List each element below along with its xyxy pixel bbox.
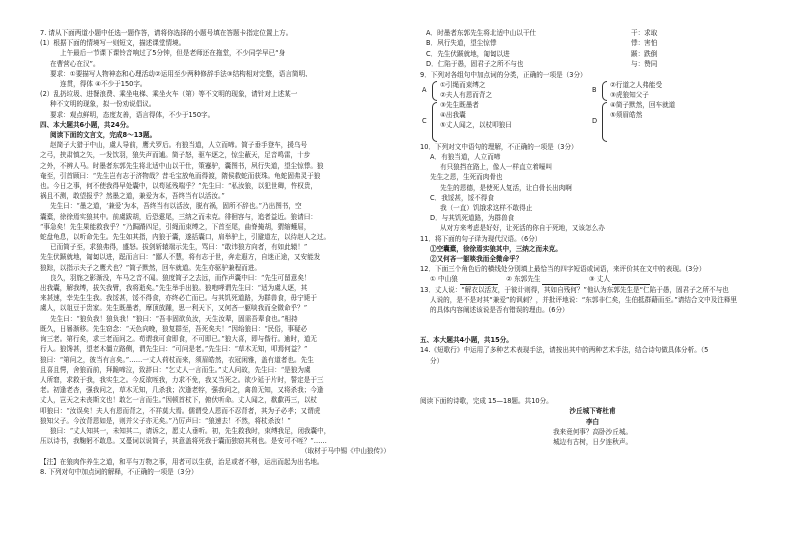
q10-option: 先生之恩，生死而肉骨也	[430, 173, 503, 182]
q8-stem: 8. 下列对句中加点词的解释，不正确的一项是（3分）	[40, 467, 198, 476]
section-4-heading: 四、本大题共6小题，共24分。	[40, 120, 133, 129]
q14-stem-2: 分）	[430, 356, 444, 365]
q8-option-text: D．仁陷于愚，固君子之所不与也	[426, 60, 524, 69]
reading-intro: 阅读下面的文言文，完成8～13题。	[50, 131, 157, 140]
passage-line: 奄至，引首顾曰：“先生岂有志于济物哉？昔毛宝放龟而得渡，隋侯救蛇而获珠。龟蛇固弗灵于狼	[40, 171, 321, 180]
passage-line: 询三老。第行矣，求三老而问之。苟谓我可食即食，不可即已。”狼大喜，即与偕行。逾时，道无	[40, 335, 318, 344]
q9-label-b: B	[592, 85, 597, 94]
q7-option-1-text-2: 在曹营心在汉”。	[50, 59, 100, 68]
passage-line: 狼知父子。今汝背恩如是，则并父子亦无矣。”乃厉声曰：“狼速去！不然，将杖杀汝！”	[40, 416, 291, 425]
passage-line: 之外，不辨人马。时墨者东郭先生将北适中山以干仕，策蹇驴，囊图书，夙行失道，望尘惊悸。狼	[40, 161, 324, 170]
q7-option-2: (2）乱扔垃圾、进餐浪费、乘坐电梯、乘坐火车（第）等不文明的现象，请针对上述某一	[40, 90, 298, 99]
passage-note: 【注】在狼肉作养生之道，和平与万物之事，用者可以生获，治足或者不够，运出而起为出名地。	[40, 457, 324, 466]
q9-label-d: D	[592, 116, 598, 125]
q9-stem: 9．下列对各组句中加点词的分类，正确的一项是（3分）	[420, 70, 587, 79]
passage-line: 丈人，岂天之未丧斯文也！敢乞一言而生。”因顿首杖下，俯伏听命。丈人闻之，欷歔再三，以杖	[40, 396, 318, 405]
q12-role: ② 东郭先生	[506, 275, 541, 284]
q11-sentence-1: ①空囊橐，徐徐焉实狼其中，三纳之而未克。	[430, 244, 562, 253]
q9-label-a: A	[422, 85, 427, 94]
q8-option-text: B．夙行失道，望尘惊悸	[426, 39, 497, 48]
q9-item: ②夫人有恩而背之	[440, 90, 493, 99]
q9-options	[420, 80, 765, 142]
passage-line: 先生伏踬就地，匍匐以进，跽而言曰：“鄙人不慧，将有志于世，奔走遐方，自迷正途，又安能发	[40, 253, 321, 262]
q9-item: ⑤丈人闻之，以杖叩狼曰	[440, 120, 512, 129]
q9-item: ⑤须眉皓然	[610, 110, 643, 119]
q10-option-meaning: 从对方来考虑是好好，让死活的你自于死地，又该怎么办	[440, 224, 605, 233]
q10-option-meaning: 有只狼挡在路上，像人一样直立着嚎叫	[440, 163, 553, 172]
q8-option-b	[420, 38, 765, 48]
q7-option-1: (1）根据下面的情境写一则短文，描述课堂情境。	[40, 39, 186, 48]
right-column	[420, 28, 765, 448]
passage-line: 蛇盘龟息，以听命先生。先生如其指，内狼于囊，遂括囊口，肩举驴上，引避道左，以待赵人之过。	[40, 233, 331, 242]
q8-option-text: A．时墨者东郭先生将北适中山以干仕	[426, 29, 537, 37]
q9-item: ②行道之人弗能受	[610, 80, 663, 89]
q9-group-c	[440, 100, 590, 130]
q8-option-meaning: 踬：跌倒	[631, 49, 658, 58]
q7-option-1-text: 上午最后一节课下课铃音响过了5分钟，但是老师还在拖堂，不少同学早已“身	[60, 49, 286, 58]
q10-option: C．我馁甚，馁不得食	[430, 193, 494, 202]
left-column	[40, 28, 390, 477]
brace-icon	[432, 102, 437, 142]
q8-option-c	[420, 49, 765, 59]
passage-line: 已而简子至，求狼弗得，盛怒。拔剑斩辕端示先生，骂曰：“敢讳狼方向者，有如此辕！”	[50, 243, 308, 252]
passage-line: 来甚速，幸先生生我。我馁甚，馁不得食，亦终必亡而已。与其饥死道路，为群兽食，毋宁毙于	[40, 294, 317, 303]
passage-line: 先生曰：“墨之道，‘兼爱’为本，吾终当有以活汝，脱有祸，固所不辞也。”乃出图书，空	[50, 202, 302, 211]
passage-line: 虞人，以俎豆于贵家。先生既墨者，摩顶放踵，思一利天下，又何吝一躯啖我而全微命乎？”	[40, 304, 308, 313]
passage-line: 出我囊，解我缚，拔矢我臂，我将逝矣。”先生举手出狼。狼咆哮谓先生曰：“适为虞人逐，其	[40, 284, 308, 293]
section-5-heading: 五、本大题共4小题，共15分。	[420, 336, 513, 345]
q10-option: A．有狼当道，人立而啼	[430, 153, 501, 162]
q7-option-2-b: 种不文明的现象，拟一份劝说倡议。	[50, 100, 156, 109]
q7-option-1-requirement: 要求：①要描写人物神态和心理活动②运用至少两种修辞手法③结构相对完整，语言简明、	[50, 69, 312, 78]
brace-icon	[602, 102, 607, 142]
poem-line: 我来竟何事？高卧沙丘城。	[552, 427, 633, 436]
q8-option-meaning: 与：赞同	[631, 60, 658, 69]
q9-group-b	[610, 80, 760, 100]
q9-item: ③虎狼知父子	[610, 90, 649, 99]
q10-option-meaning: 我（一直）饥饿求这样不敢得止	[440, 204, 533, 213]
q7-intro: 7. 请从下面两道小题中任选一题作答，请将你选择的小题号填在答题卡指定位置上方。	[40, 29, 293, 37]
passage-line: “事急矣！先生果能救我乎？”乃跼蹐四足，引绳而束缚之，下首至尾，曲脊掩胡，猬缩蠖屈，	[40, 222, 311, 231]
answer-blank[interactable]	[612, 277, 650, 285]
q10-stem: 10．下列对文中语句的理解，不正确的一项是（3分）	[420, 142, 578, 151]
q9-group-a	[440, 80, 590, 100]
passage-line: 赵简子大猎于中山，虞人导前，鹰犬罗后。有狼当道，人立而啼。简子垂手登车，援乌号	[50, 141, 308, 150]
q8-option-a	[420, 28, 765, 38]
q10-option-meaning: 先生的恩德，是使死人复活，让白骨长出肉啊	[440, 183, 572, 192]
passage-line: 压以诗书，我鞠躬不敢息。又蔓词以说简子，其意盖将死我于囊而独窃其利也。是安可不咥？”……	[40, 437, 327, 446]
poem-intro: 阅读下面的诗歌，完成 15—18题。共10分。	[420, 396, 553, 405]
brace-icon	[602, 81, 607, 101]
passage-line: 囊橐，徐徐焉实狼其中。前虞跋胡，后恐疐尾，三纳之而未克。徘徊容与，追者益近。狼请曰：	[40, 212, 317, 221]
passage-source: （取材于马中锡《中山狼传》）	[300, 447, 390, 456]
passage-line: 良久，羽旄之影渐没，车马之音不闻。狼度简子之去远，而作声囊中曰：“先生可留意矣！	[50, 273, 311, 282]
passage-line: 狼踪，以指示夫子之鹰犬也？”简子默然，回车就道。先生亦驱驴兼程而进。	[40, 263, 261, 272]
q8-option-text: C．先生伏踬就地，匍匐以进	[426, 49, 510, 58]
q8-option-d	[420, 59, 765, 69]
answer-blank[interactable]	[460, 277, 498, 285]
q9-group-d	[610, 100, 760, 120]
q10-option: D．与其饥死道路，为群兽食	[430, 214, 515, 223]
brace-icon	[432, 81, 437, 101]
passage-line: 狼曰：“第问之，彼当有言矣。”……一丈人荷杖而来，须眉皓然，衣冠闲雅，盖有道者也。先生	[40, 355, 314, 364]
q9-item: ④简子默然，回车就道	[610, 100, 676, 109]
q8-option-meaning: 悸：害怕	[631, 39, 658, 48]
q9-item: ③先生既墨者	[440, 100, 479, 109]
q13-stem-2: 人说的，是不是对其“兼爱”的讽刺？，并批评地说：“东郭非仁矣，生伯抵群藉而至。”请结合文中及注释里	[430, 295, 738, 304]
q12-role: ① 中山狼	[430, 275, 458, 284]
q14-stem: 14.《短歌行》中运用了多种艺术表现手法，请按出其中的两种艺术手法，结合诗句做具体分析。（5	[420, 346, 709, 355]
q13-stem-3: 的具体内容阐述该说是否有错误的理由。(6分）	[430, 306, 569, 315]
q12-stem: 12．下面三个角色后的横线处分别填上最恰当的四字短语或词语，来评价其在文中的表现。(3分）	[420, 265, 706, 274]
passage-line: 行人。狼馋甚，望老木僵立路侧，谓先生曰：“可问是老。”先生曰：“草木无知，叩焉何益？”	[40, 345, 308, 354]
passage-line: 叩狼曰：“汝误矣！夫人有恩而背之，不祥莫大焉。儒谓受人恩而不忍背者，其为子必孝；又谓虎	[40, 406, 321, 415]
passage-line: 狼曰：“丈人知其一，未知其二，请诉之，愿丈人垂听。初，先生救我时，束缚我足，闭我囊中，	[50, 426, 331, 435]
q9-item: ①引绳而束缚之	[440, 80, 486, 89]
q12-roles	[420, 274, 765, 284]
classical-passage	[40, 140, 390, 446]
passage-line: 人所窘，求救于我，我实生之。今反欲咥我，力求不免，我又当死之。欲少延于片时，誓定是于三	[40, 375, 324, 384]
passage-line: 老。初逢老杏，强我问之，草木无知，几杀我；次逢老牸，强我问之，禽兽无知，又将杀我；今逢	[40, 386, 324, 395]
q7-option-2-requirement: 要求：观点鲜明，态度友善，语言得体，不少于150字。	[50, 110, 215, 119]
q11-stem: 11．将下面的句子译为现代汉语。（6分）	[420, 234, 542, 243]
passage-line: 也。今日之事，何不使我得早处囊中，以苟延残喘乎？”先生曰：“私汝狼，以犯世卿，忤权贵，	[40, 182, 318, 191]
q9-label-c: C	[422, 116, 427, 125]
q9-item: ④出我囊	[440, 110, 466, 119]
q8-option-meaning: 干：求取	[631, 29, 658, 37]
passage-line: 既久，日晷渐移。先生窃念：“天色向晚，狼复群至，吾死矣夫！”因绐狼曰：“民俗，事疑必	[40, 324, 308, 333]
answer-blank[interactable]	[542, 277, 580, 285]
poem-title: 沙丘城下寄杜甫	[569, 407, 616, 416]
passage-line: 祸且不测，敢望报乎？然墨之道，兼爱为本，吾终当有以活汝。”	[40, 192, 225, 201]
poem-line: 城边有古树，日夕连秋声。	[552, 438, 633, 447]
q11-sentence-2: ②又何吝一躯啖我而全微命乎？	[430, 255, 523, 264]
passage-line: 且喜且愕，舍狼而前，拜跪啼泣，致辞曰：“乞丈人一言而生。”丈人问故，先生曰：“是狼为虞	[40, 365, 311, 374]
q12-role: ③ 丈人	[588, 275, 610, 284]
q7-option-1-requirement-2: 连贯，得体 ④不少于150字。	[60, 80, 147, 89]
passage-line: 之弓，挟肃慎之矢，一发饮羽，狼失声而逋。简子怒，驱车逐之，惊尘蔽天，足音鸣雷，十步	[40, 151, 311, 160]
passage-line: 先生曰：“狼负我！狼负我！”狼曰：“吾非固欲负汝，天生汝辈，固需吾辈食也。”相持	[50, 314, 298, 323]
q13-stem: 13．丈人说：“解衣以活友，于彼计则得，其如自残何？”他认为东郭先生是“仁陷于愚，固君子之所不与也	[420, 285, 729, 294]
poem-author: 李白	[585, 417, 600, 426]
